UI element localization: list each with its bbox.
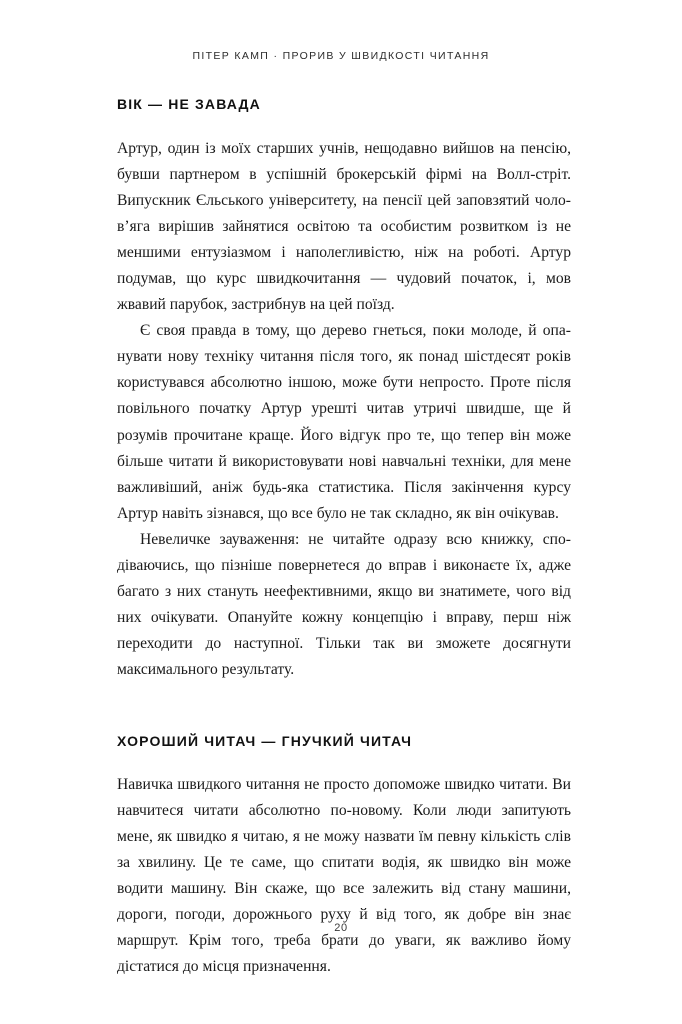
paragraph: Невеличке зауваження: не читайте одразу всю книжку, сподіваючись, що пізніше повернетеся до вправ і виконаєте їх, адже багато з них стануть неефективними, якщо ви знатимете, чого від них очікувати. Опануйте кожну концепцію і вправу, перш ніж переходити до наступної. Тільки так ви зможете досягнути максимального результату. bbox=[117, 530, 571, 678]
text-column bbox=[117, 88, 571, 980]
section-heading-vik-ne-zavada: ВІК — НЕ ЗАВАДА bbox=[117, 96, 261, 112]
paragraph: Артур, один із моїх старших учнів, нещодавно вийшов на пенсію, бувши партнером в успішній брокерській фірмі на Волл-стріт. Випускник Єльського університету, на пенсії цей заповзятий чолов’яга вирішив зайнятися освітою та особистим розвитком із не меншими ентузіазмом і наполегливістю, ніж на роботі. Артур подумав, що курс швидкочитання — чудовий початок, і, мов жвавий парубок, застрибнув на цей поїзд. bbox=[117, 140, 571, 314]
page-number: 20 bbox=[334, 922, 348, 934]
paragraph: Є своя правда в тому, що дерево гнеться, поки молоде, й опанувати нову техніку читання після того, як понад шістдесят років користувався абсолютно іншою, може бути непросто. Проте після повільного початку Артур урешті читав утричі швидше, ще й розумів прочитане краще. Його відгук про те, що тепер він може більше читати й використовувати нові навчальні техніки, для мене важливіший, аніж будь-яка статистика. Після закінчення курсу Артур навіть зізнався, що все було не так складно, як він очікував. bbox=[117, 322, 571, 522]
section-heading-horoshyi-chytach: ХОРОШИЙ ЧИТАЧ — ГНУЧКИЙ ЧИТАЧ bbox=[117, 732, 413, 749]
running-header: ПІТЕР КАМП · ПРОРИВ У ШВИДКОСТІ ЧИТАННЯ bbox=[192, 50, 490, 62]
paragraph: Навичка швидкого читання не просто допоможе швидко читати. Ви навчитеся читати абсолютно по-новому. Коли люди запитують мене, як швидко я читаю, я не можу назвати їм певну кількість слів за хвилину. Це те саме, що спитати водія, як швидко він може водити машину. Він скаже, що все залежить від стану машини, дороги, погоди, дорожнього руху й від того, як добре він знає маршрут. Крім того, треба брати до уваги, як важливо йому дістатися до місця призначення. bbox=[117, 775, 571, 976]
